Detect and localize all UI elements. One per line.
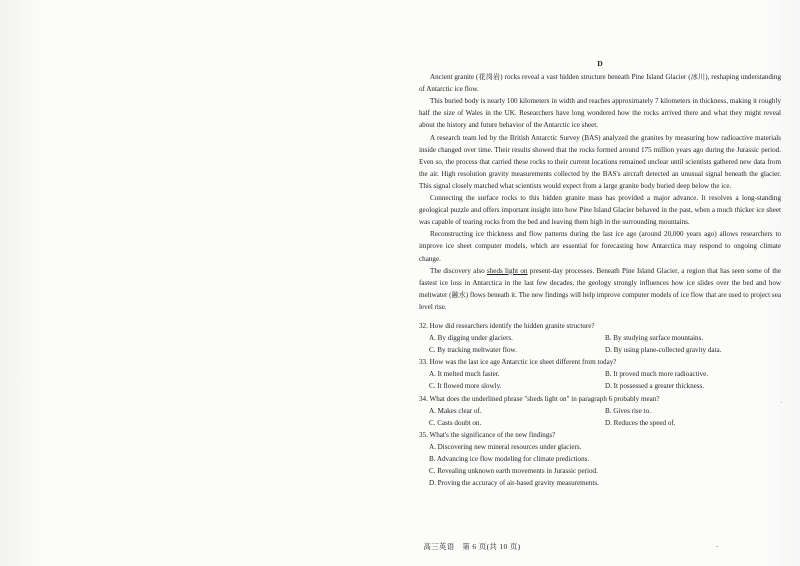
option-d: D. By using plane-collected gravity data. <box>605 346 722 355</box>
option-c: C. It flowed more slowly. <box>429 382 502 391</box>
question-34 <box>419 393 781 429</box>
option-a: A. Makes clear of. <box>429 406 482 415</box>
option-c: C. Casts doubt on. <box>429 418 482 427</box>
option-a: A. By digging under glaciers. <box>429 334 513 343</box>
option-b: B. By studying surface mountains. <box>605 334 704 343</box>
paragraph-6 <box>419 265 781 313</box>
option-b: B. It proved much more radioactive. <box>605 370 709 379</box>
reading-passage <box>419 58 781 489</box>
scan-speck <box>781 402 782 403</box>
option-b: B. Gives rise to. <box>605 406 651 415</box>
option-a: A. It melted much faster. <box>429 370 500 379</box>
paragraph-3: A research team led by the British Antarctic Survey (BAS) analyzed the granites by measuring how radioactive materials inside changed over time. Their results showed that the rocks formed around 175 million years ago during the Jurassic period. Even so, the process that carried these rocks to their current locations remained unclear until scientists gathered new data from the air. High resolution gravity measurements collected by the BAS's aircraft detected an unusual signal beneath the glacier. This signal closely matched what scientists would expect from a large granite body buried deep below the ice. <box>419 133 781 190</box>
question-35 <box>419 429 781 489</box>
underlined-phrase: sheds light on <box>486 266 528 275</box>
question-stem: 35. What's the significance of the new findings? <box>419 430 556 439</box>
question-stem: 33. How was the last ice age Antarctic ice sheet different from today? <box>419 358 617 367</box>
paragraph-6-text-b: present-day processes. Beneath Pine Island Glacier, a region that has seen some of the fastest ice loss in Antarctica in the last few decades, the geology strongly influences how ice slides over the bed and how meltwater (融水) flows beneath it. The new findings will help improve computer models of ice flow that are used to project sea level rise. <box>419 266 781 311</box>
option-c: C. Revealing unknown earth movements in Jurassic period. <box>429 467 598 476</box>
paragraph-6-text-a: The discovery also <box>430 266 487 275</box>
question-33 <box>419 356 781 392</box>
paragraph-4: Connecting the surface rocks to this hidden granite mass has provided a major advance. It resolves a long-standing geological puzzle and offers important insight into how Pine Island Glacier behaved in the past, when a much thicker ice sheet was capable of tearing rocks from the bed and leaving them high in the surrounding mountains. <box>419 194 781 227</box>
question-stem: 32. How did researchers identify the hidden granite structure? <box>419 321 595 330</box>
paragraph-5: Reconstructing ice thickness and flow patterns during the last ice age (around 20,000 years ago) allows researchers to improve ice sheet computer models, which are essential for forecasting how Antarctica may respond to ongoing climate change. <box>419 230 781 263</box>
scan-speck <box>716 546 718 547</box>
question-32 <box>419 320 781 356</box>
option-d: D. It possessed a greater thickness. <box>605 382 705 391</box>
question-stem: 34. What does the underlined phrase "sheds light on" in paragraph 6 probably mean? <box>419 394 660 403</box>
question-list <box>419 320 781 489</box>
option-c: C. By tracking meltwater flow. <box>429 346 517 355</box>
paragraph-1: Ancient granite (花岗岩) rocks reveal a vast hidden structure beneath Pine Island Glacier (冰川), reshaping understanding of Antarctic ice flow. <box>419 73 781 94</box>
paragraph-2: This buried body is nearly 100 kilometers in width and reaches approximately 7 kilometers in thickness, making it roughly half the size of Wales in the UK. Researchers have long wondered how the rocks arrived there and what they might reveal about the history and future behavior of the Antarctic ice sheet. <box>419 97 781 130</box>
page-footer: 高三英语 第 6 页(共 10 页) <box>423 542 521 551</box>
option-d: D. Proving the accuracy of air-based gravity measurements. <box>429 479 599 488</box>
option-d: D. Reduces the speed of. <box>605 418 676 427</box>
option-a: A. Discovering new mineral resources under glaciers. <box>429 442 582 451</box>
section-title: D <box>597 59 603 68</box>
option-b: B. Advancing ice flow modeling for climate predictions. <box>429 455 590 463</box>
